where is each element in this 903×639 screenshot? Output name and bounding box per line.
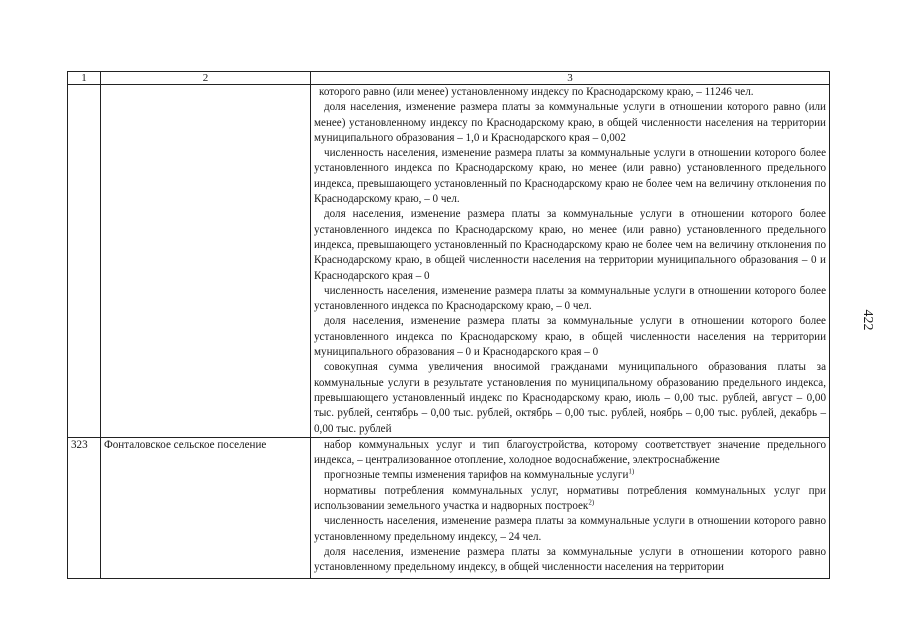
- content-paragraph: доля населения, изменение размера платы за коммунальные услуги в отношении которого более установленного индекса по Краснодарскому краю, но менее (или равно) установленного предельного индекса, превышающего установленный по Краснодарскому краю не более чем на величину отклонения по Краснодарскому краю, в общей численности населения на территории муниципального образования – 0 и Краснодарского края – 0: [314, 208, 826, 282]
- document-table: [67, 71, 830, 579]
- row-content-cell: [311, 437, 830, 578]
- content-paragraph: набор коммунальных услуг и тип благоустройства, которому соответствует значение предельного индекса, – централизованное отопление, холодное водоснабжение, электроснабжение: [314, 438, 826, 467]
- content-paragraph: доля населения, изменение размера платы за коммунальные услуги в отношении которого более установленного индекса по Краснодарскому краю, в общей численности населения на территории муниципального образования – 0 и Краснодарского края – 0: [314, 315, 826, 359]
- footnote-mark: 1): [628, 467, 635, 476]
- content-paragraph: совокупная сумма увеличения вносимой гражданами муниципального образования платы за коммунальные услуги в результате установления по муниципальному образованию предельного индекса, превышающего установленный индекс по Краснодарскому краю, июль – 0,00 тыс. рублей, август – 0,00 тыс. рублей, сентябрь – 0,00 тыс. рублей, октябрь – 0,00 тыс. рублей, ноябрь – 0,00 тыс. рублей, декабрь – 0,00 тыс. рублей: [314, 361, 826, 435]
- content-paragraph: доля населения, изменение размера платы за коммунальные услуги в отношении которого равно (или менее) установленному индексу по Краснодарскому краю, в общей численности населения на территории муниципального образования – 1,0 и Краснодарского края – 0,002: [314, 101, 826, 144]
- header-col-3: 3: [311, 72, 830, 85]
- row-content-cell: [311, 85, 830, 438]
- header-col-1: 1: [68, 72, 101, 85]
- footnote-mark: 2): [588, 498, 595, 507]
- row-name-cell: [101, 85, 311, 438]
- page-number: 422: [860, 309, 875, 331]
- table-row: [68, 85, 830, 438]
- table-row: [68, 437, 830, 578]
- paragraph-text: нормативы потребления коммунальных услуг, нормативы потребления коммунальных услуг при использовании земельного участка и надворных построек: [314, 484, 826, 513]
- content-paragraph: численность населения, изменение размера платы за коммунальные услуги в отношении которого более установленного индекса по Краснодарскому краю, но менее (или равно) установленного предельного индекса, превышающего установленный по Краснодарскому краю не более чем на величину отклонения по Краснодарскому краю, – 0 чел.: [314, 147, 826, 206]
- paragraph-text: прогнозные темпы изменения тарифов на коммунальные услуги: [324, 469, 629, 482]
- row-number-cell: [68, 85, 101, 438]
- header-col-2: 2: [101, 72, 311, 85]
- content-paragraph: численность населения, изменение размера платы за коммунальные услуги в отношении которого равно установленному предельному индексу, – 24 чел.: [314, 515, 826, 543]
- row-number-cell: 323: [68, 437, 101, 578]
- content-paragraph: доля населения, изменение размера платы за коммунальные услуги в отношении которого равно установленному предельному индексу, в общей численности населения на территории: [314, 545, 826, 574]
- content-paragraph: [314, 468, 826, 483]
- content-paragraph: [314, 484, 826, 515]
- content-paragraph: численность населения, изменение размера платы за коммунальные услуги в отношении которого более установленного индекса по Краснодарскому краю, – 0 чел.: [314, 284, 826, 313]
- row-name-cell: Фонталовское сельское поселение: [101, 437, 311, 578]
- content-paragraph: которого равно (или менее) установленному индексу по Краснодарскому краю, – 11246 чел.: [319, 86, 754, 98]
- table-header-row: [68, 72, 830, 85]
